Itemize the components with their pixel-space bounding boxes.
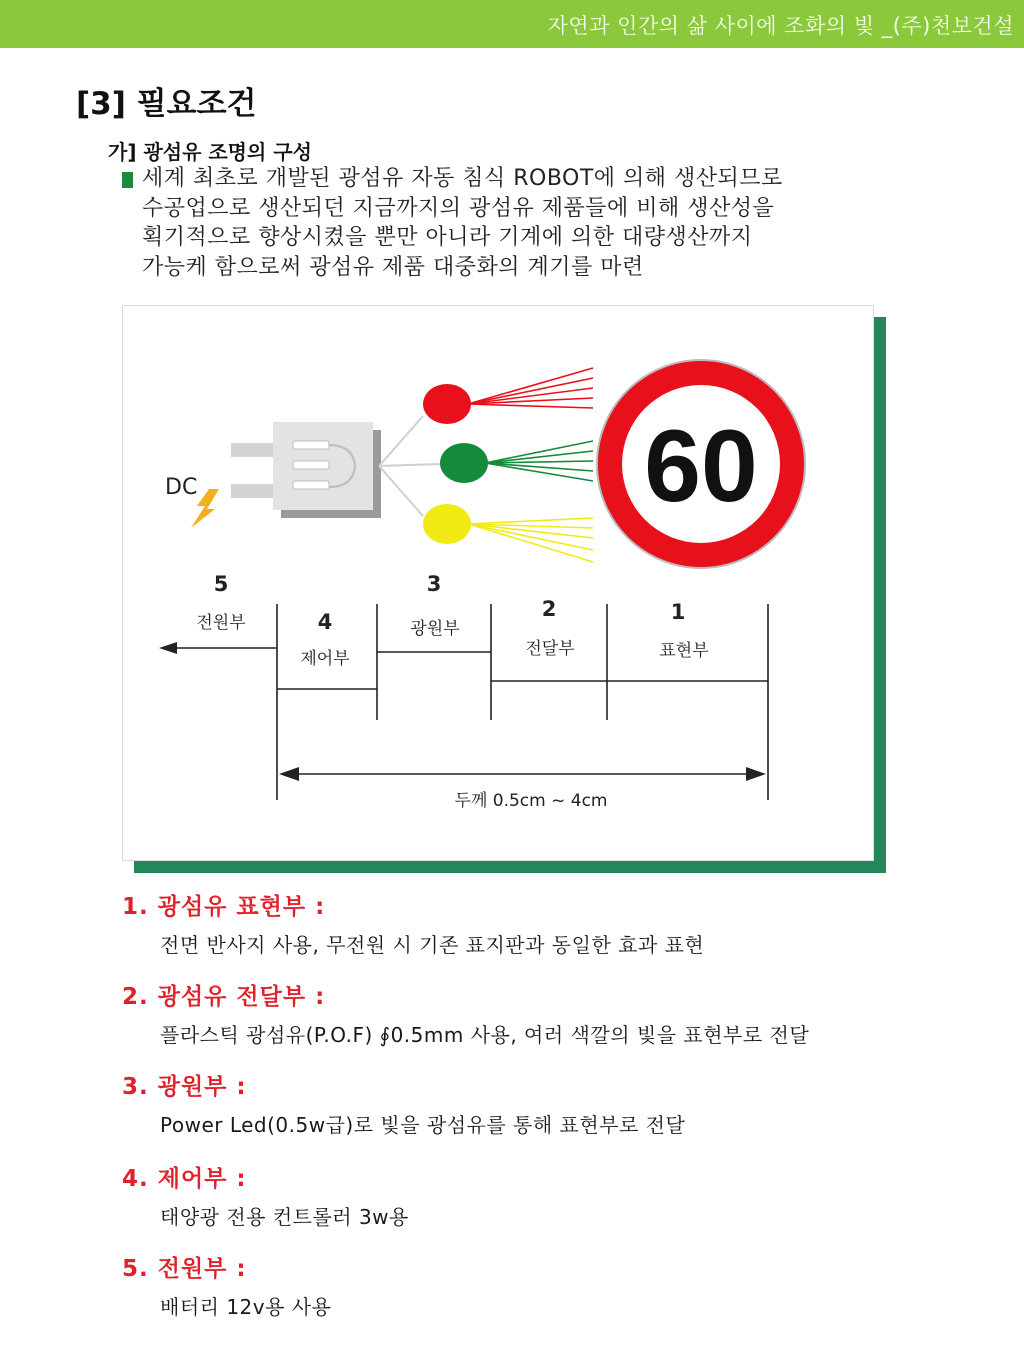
power-plug-icon: [231, 422, 381, 518]
power-arrow: [159, 642, 277, 654]
list-item: [122, 888, 704, 958]
fiber-optic-diagram: [123, 306, 875, 862]
subsection-title: 가] 광섬유 조명의 구성: [108, 140, 312, 164]
red-fibers: [468, 368, 593, 408]
intro-line: 수공업으로 생산되던 지금까지의 광섬유 제품들에 비해 생산성을: [142, 195, 775, 221]
section-1-number: 1: [670, 600, 686, 624]
list-item: [122, 1160, 409, 1230]
section-2-label: 전달부: [525, 639, 575, 659]
section-5-number: 5: [213, 572, 229, 596]
intro-paragraph: [142, 164, 902, 282]
description-heading: 2. 광섬유 전달부 :: [122, 984, 326, 1010]
description-body: 배터리 12v용 사용: [160, 1295, 332, 1319]
header-bar: [0, 0, 1024, 48]
thickness-label: 두께 0.5cm ~ 4cm: [454, 791, 608, 811]
description-heading: 1. 광섬유 표현부 :: [122, 894, 326, 920]
description-heading: 3. 광원부 :: [122, 1074, 247, 1100]
section-1-label: 표현부: [659, 641, 709, 661]
list-item: [122, 978, 809, 1048]
speed-limit-sign: [597, 360, 805, 568]
dc-label: DC: [165, 475, 198, 500]
description-body: 전면 반사지 사용, 무전원 시 기존 표지판과 동일한 효과 표현: [160, 933, 705, 957]
list-item: [122, 1250, 331, 1320]
description-heading: 5. 전원부 :: [122, 1256, 247, 1282]
yellow-led: [423, 504, 471, 544]
green-led: [440, 443, 488, 483]
section-3-number: 3: [426, 572, 442, 596]
section-5-label: 전원부: [196, 613, 246, 633]
description-body: Power Led(0.5w급)로 빛을 광섬유를 통해 표현부로 전달: [160, 1113, 686, 1137]
thickness-dimension-arrow: [279, 767, 766, 781]
description-body: 플라스틱 광섬유(P.O.F) ∮0.5mm 사용, 여러 색깔의 빛을 표현부로 전달: [160, 1023, 810, 1047]
intro-line: 획기적으로 향상시켰을 뿐만 아니라 기계에 의한 대량생산까지: [142, 225, 753, 250]
green-fibers: [485, 441, 593, 481]
red-led: [423, 384, 471, 424]
description-heading: 4. 제어부 :: [122, 1166, 247, 1192]
list-item: [122, 1068, 685, 1138]
yellow-fibers: [469, 518, 593, 562]
description-body: 태양광 전용 컨트롤러 3w용: [160, 1205, 409, 1229]
intro-line: 가능케 함으로써 광섬유 제품 대중화의 계기를 마련: [142, 254, 644, 280]
led-wires: [379, 416, 441, 516]
section-title: [3] 필요조건: [76, 86, 257, 122]
section-4-label: 제어부: [300, 649, 350, 669]
section-3-label: 광원부: [410, 619, 460, 639]
bullet-square-icon: [122, 172, 133, 188]
header-text: 자연과 인간의 삶 사이에 조화의 빛 _(주)천보건설: [547, 14, 1014, 38]
section-4-number: 4: [317, 610, 333, 634]
intro-line: 세계 최초로 개발된 광섬유 자동 침식 ROBOT에 의해 생산되므로: [142, 166, 783, 191]
section-2-number: 2: [541, 597, 557, 621]
sign-value: 60: [644, 409, 758, 523]
section-brackets: [277, 604, 768, 800]
diagram-panel: [122, 305, 874, 861]
